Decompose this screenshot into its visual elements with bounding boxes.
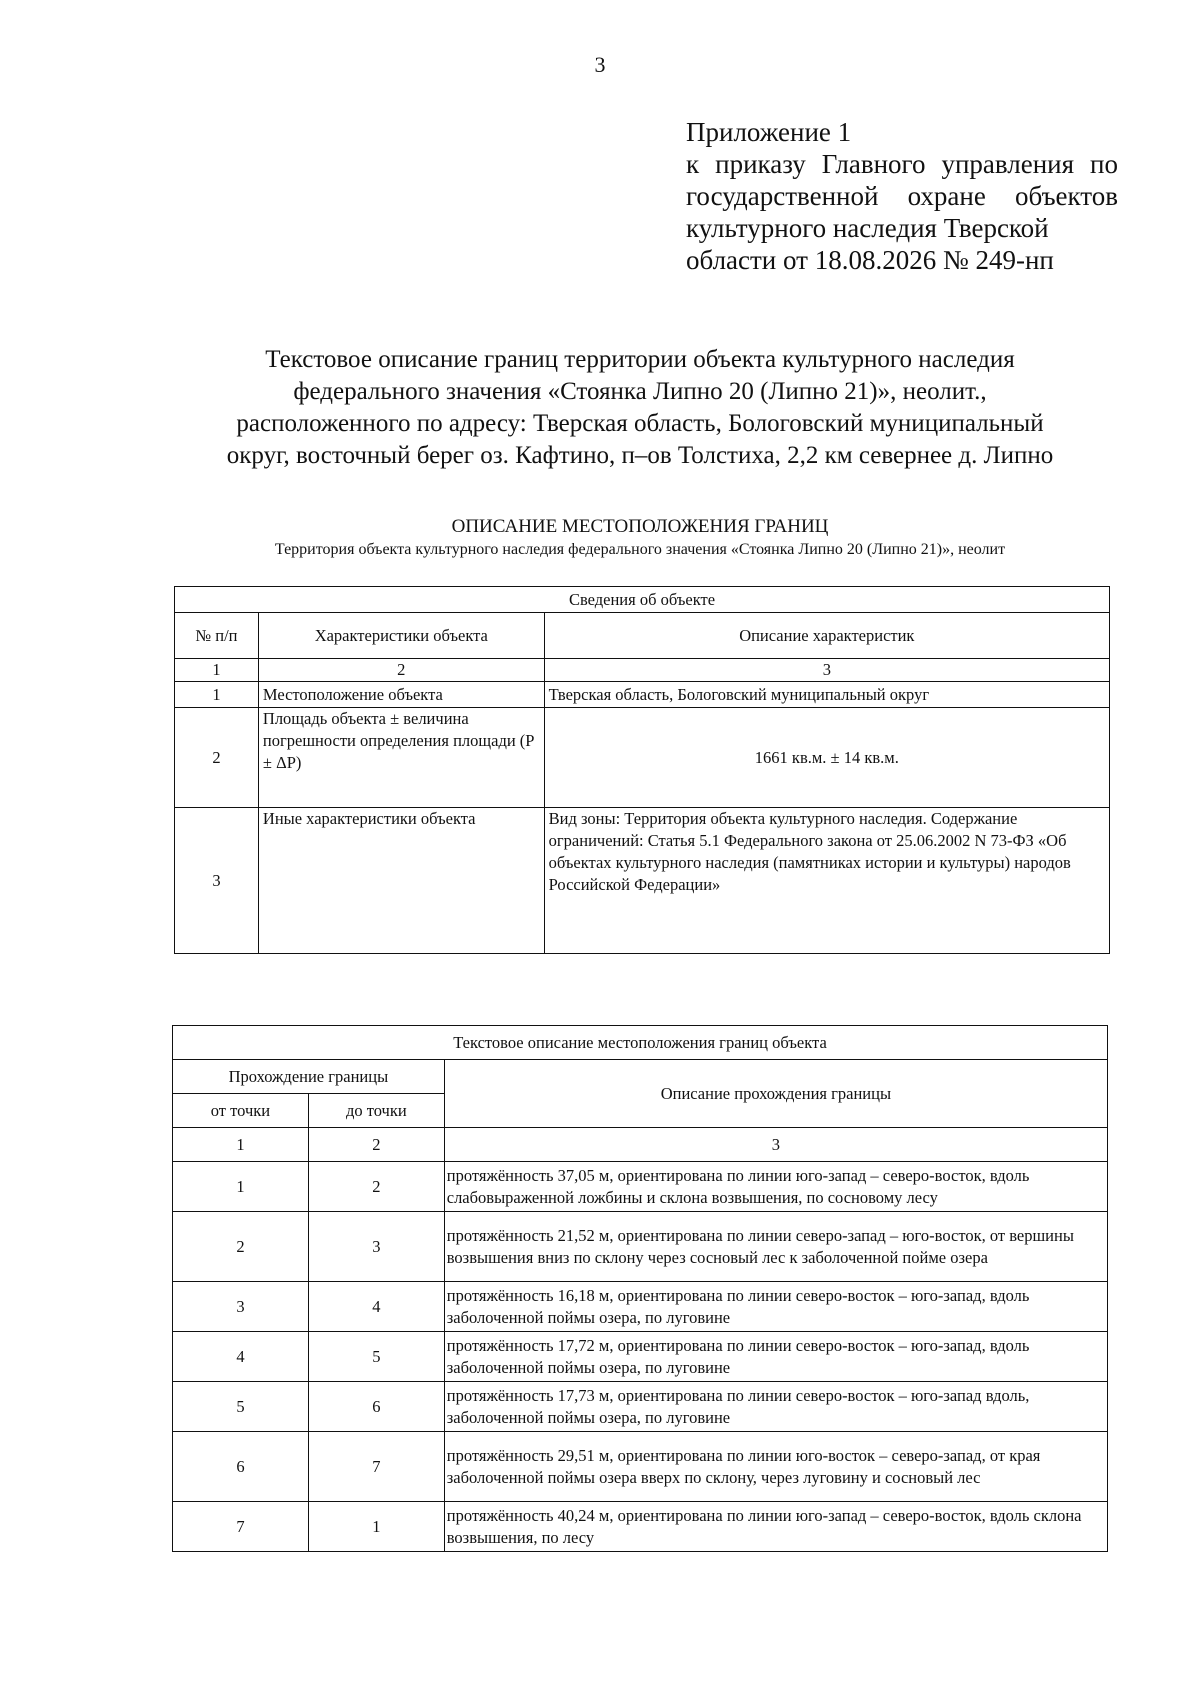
row-characteristic: Иные характеристики объекта (258, 808, 544, 954)
table-row (175, 808, 1110, 954)
to-point: 6 (308, 1382, 444, 1432)
column-header-number: № п/п (175, 613, 259, 659)
table-row (173, 1162, 1108, 1212)
from-point: 1 (173, 1162, 309, 1212)
from-point: 5 (173, 1382, 309, 1432)
column-header-to: до точки (308, 1094, 444, 1128)
column-header-from: от точки (173, 1094, 309, 1128)
table-row (175, 708, 1110, 808)
column-group-header: Прохождение границы (173, 1060, 445, 1094)
from-point: 7 (173, 1502, 309, 1552)
to-point: 5 (308, 1332, 444, 1382)
row-number: 3 (175, 808, 259, 954)
row-value: Вид зоны: Территория объекта культурного наследия. Содержание ограничений: Статья 5.1 Федерального закона от 25.06.2002 N 73-ФЗ «Об объектах культурного наследия (памятниках истории и культуры) народов Российской Федерации» (544, 808, 1109, 954)
segment-description: протяжённость 16,18 м, ориентирована по линии северо-восток – юго-запад, вдоль заболоченной поймы озера, по луговине (444, 1282, 1107, 1332)
appendix-date-line: области от 18.08.2026 № 249-нп (686, 245, 1054, 275)
column-number-cell: 3 (444, 1128, 1107, 1162)
row-value: Тверская область, Бологовский муниципальный округ (544, 682, 1109, 708)
segment-description: протяжённость 17,72 м, ориентирована по линии северо-восток – юго-запад, вдоль заболоченной поймы озера, по луговине (444, 1332, 1107, 1382)
title-line: федерального значения «Стоянка Липно 20 (Липно 21)», неолит., (293, 378, 987, 405)
appendix-text: к приказу Главного управления по государственной охране объектов культурного наследия Тверской (686, 149, 1118, 243)
boundary-description-table (172, 1025, 1108, 1552)
to-point: 1 (308, 1502, 444, 1552)
segment-description: протяжённость 40,24 м, ориентирована по линии юго-запад – северо-восток, вдоль склона возвышения, по лесу (444, 1502, 1107, 1552)
section-title: ОПИСАНИЕ МЕСТОПОЛОЖЕНИЯ ГРАНИЦ (451, 516, 829, 537)
from-point: 4 (173, 1332, 309, 1382)
from-point: 2 (173, 1212, 309, 1282)
column-header-description: Описание характеристик (544, 613, 1109, 659)
object-info-table (174, 586, 1110, 954)
column-number-cell: 3 (544, 659, 1109, 682)
page-number: 3 (594, 52, 606, 77)
section-subtitle: Территория объекта культурного наследия федерального значения «Стоянка Липно 20 (Липно 21)», неолит (274, 541, 1006, 558)
from-point: 3 (173, 1282, 309, 1332)
table-row (173, 1332, 1108, 1382)
column-number-cell: 2 (258, 659, 544, 682)
table-row (175, 682, 1110, 708)
to-point: 3 (308, 1212, 444, 1282)
column-number-cell: 2 (308, 1128, 444, 1162)
title-line: округ, восточный берег оз. Кафтино, п–ов Толстиха, 2,2 км севернее д. Липно (226, 442, 1054, 469)
from-point: 6 (173, 1432, 309, 1502)
column-header-description: Описание прохождения границы (444, 1060, 1107, 1128)
table-caption: Текстовое описание местоположения границ объекта (173, 1026, 1108, 1060)
row-characteristic: Площадь объекта ± величина погрешности определения площади (P ± ΔP) (258, 708, 544, 808)
column-header-characteristic: Характеристики объекта (258, 613, 544, 659)
column-number-cell: 1 (175, 659, 259, 682)
title-line: расположенного по адресу: Тверская область, Бологовский муниципальный (236, 410, 1044, 437)
segment-description: протяжённость 17,73 м, ориентирована по линии северо-восток – юго-запад вдоль, заболоченной поймы озера, по луговине (444, 1382, 1107, 1432)
segment-description: протяжённость 37,05 м, ориентирована по линии юго-запад – северо-восток, вдоль слабовыраженной ложбины и склона возвышения, по сосновому лесу (444, 1162, 1107, 1212)
appendix-title: Приложение 1 (686, 117, 852, 147)
row-characteristic: Местоположение объекта (258, 682, 544, 708)
appendix-block (686, 116, 1118, 276)
table-caption: Сведения об объекте (175, 587, 1110, 613)
row-value: 1661 кв.м. ± 14 кв.м. (544, 708, 1109, 808)
title-line: Текстовое описание границ территории объекта культурного наследия (265, 346, 1015, 373)
segment-description: протяжённость 21,52 м, ориентирована по линии северо-запад – юго-восток, от вершины возвышения вниз по склону через сосновый лес к заболоченной пойме озера (444, 1212, 1107, 1282)
row-number: 1 (175, 682, 259, 708)
table-row (173, 1382, 1108, 1432)
table-row (173, 1502, 1108, 1552)
column-number-cell: 1 (173, 1128, 309, 1162)
table-row (173, 1282, 1108, 1332)
to-point: 7 (308, 1432, 444, 1502)
table-row (173, 1212, 1108, 1282)
table-row (173, 1432, 1108, 1502)
row-number: 2 (175, 708, 259, 808)
segment-description: протяжённость 29,51 м, ориентирована по линии юго-восток – северо-запад, от края заболоченной поймы озера вверх по склону, через луговину и сосновый лес (444, 1432, 1107, 1502)
to-point: 2 (308, 1162, 444, 1212)
document-title (160, 344, 1120, 472)
to-point: 4 (308, 1282, 444, 1332)
